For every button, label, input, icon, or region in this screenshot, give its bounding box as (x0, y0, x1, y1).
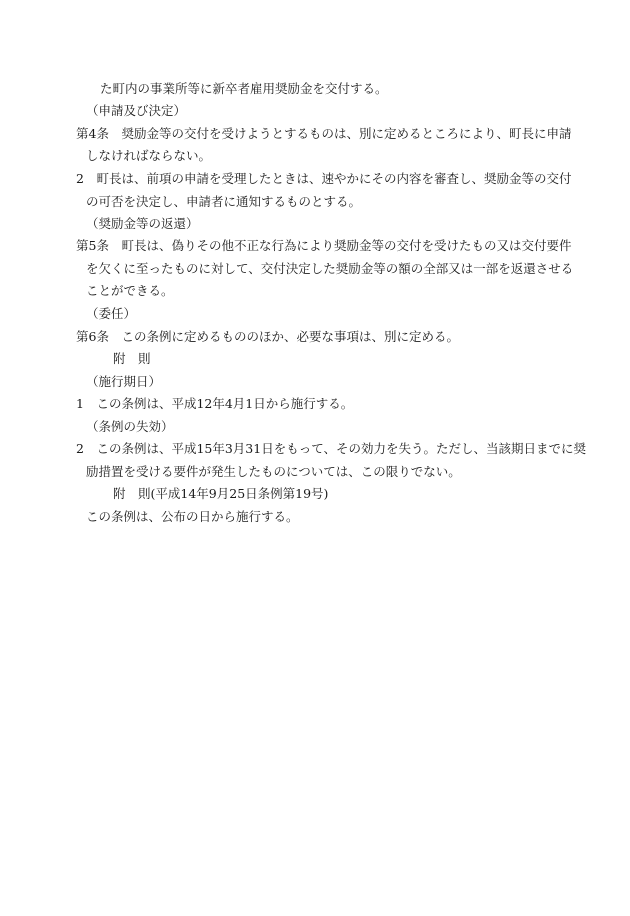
section-heading: （申請及び決定） (86, 103, 187, 118)
section-heading: （条例の失効） (86, 419, 174, 434)
section-heading: （奨励金等の返還） (86, 216, 199, 231)
text-line: 励措置を受ける要件が発生したものについては、この限りでない。 (86, 464, 461, 479)
text-line: ことができる。 (86, 283, 174, 298)
article-5: 第5条 町長は、偽りその他不正な行為により奨励金等の交付を受けたもの又は交付要件 (76, 238, 572, 253)
article-4: 第4条 奨励金等の交付を受けようとするものは、別に定めるところにより、町長に申請 (76, 126, 572, 141)
paragraph-2: 2 この条例は、平成15年3月31日をもって、その効力を失う。ただし、当該期日までに奨 (76, 441, 586, 456)
paragraph-1: 1 この条例は、平成12年4月1日から施行する。 (76, 396, 354, 411)
supplementary-heading: 附 則 (113, 351, 151, 366)
text-line: を欠くに至ったものに対して、交付決定した奨励金等の額の全部又は一部を返還させる (86, 261, 574, 276)
paragraph-2: 2 町長は、前項の申請を受理したときは、速やかにその内容を審査し、奨励金等の交付 (76, 171, 572, 186)
section-heading: （施行期日） (86, 374, 162, 389)
text-line: しなければならない。 (86, 148, 212, 163)
text-line: た町内の事業所等に新卒者雇用奨励金を交付する。 (100, 81, 388, 96)
text-line: の可否を決定し、申請者に通知するものとする。 (86, 194, 362, 209)
article-6: 第6条 この条例に定めるもののほか、必要な事項は、別に定める。 (76, 329, 459, 344)
text-line: この条例は、公布の日から施行する。 (86, 509, 299, 524)
supplementary-heading: 附 則(平成14年9月25日条例第19号) (113, 486, 329, 501)
section-heading: （委任） (86, 306, 137, 321)
